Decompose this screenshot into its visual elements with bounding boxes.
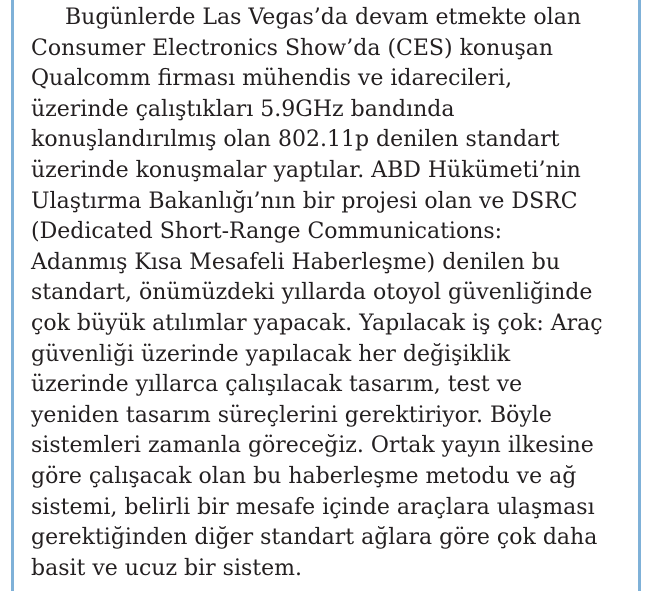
text-line: Qualcomm firması mühendis ve idarecileri,: [31, 66, 513, 92]
right-column-rule: [638, 0, 641, 591]
text-line: güvenliği üzerinde yapılacak her değişiklik: [31, 341, 511, 367]
text-line: sistemleri zamanla göreceğiz. Ortak yayın ilkesine: [31, 433, 594, 459]
text-line: göre çalışacak olan bu haberleşme metodu ve ağ: [31, 463, 577, 489]
text-line: üzerinde konuşmalar yaptılar. ABD Hükümeti’nin: [31, 157, 581, 183]
article-paragraph: [31, 3, 631, 584]
text-line: Consumer Electronics Show’da (CES) konuşan: [31, 35, 554, 61]
text-line: sistemi, belirli bir mesafe içinde araçlara ulaşması: [31, 494, 595, 520]
text-line: gerektiğinden diğer standart ağlara göre çok daha: [31, 525, 598, 551]
text-line: Bugünlerde Las Vegas’da devam etmekte olan: [65, 5, 581, 30]
text-line: (Dedicated Short-Range Communications:: [31, 219, 503, 245]
text-line: Ulaştırma Bakanlığı’nın bir projesi olan ve DSRC: [31, 188, 578, 214]
text-line: yeniden tasarım süreçlerini gerektiriyor. Böyle: [31, 402, 552, 428]
text-line: basit ve ucuz bir sistem.: [31, 555, 303, 581]
text-line: konuşlandırılmış olan 802.11p denilen standart: [31, 127, 560, 153]
text-line: çok büyük atılımlar yapacak. Yapılacak iş çok: Araç: [31, 310, 603, 336]
left-column-rule: [11, 0, 14, 591]
text-line: standart, önümüzdeki yıllarda otoyol güvenliğinde: [31, 280, 593, 306]
text-line: üzerinde yıllarca çalışılacak tasarım, test ve: [31, 372, 523, 398]
text-line: Adanmış Kısa Mesafeli Haberleşme) denilen bu: [31, 249, 560, 275]
text-line: üzerinde çalıştıkları 5.9GHz bandında: [31, 96, 455, 122]
